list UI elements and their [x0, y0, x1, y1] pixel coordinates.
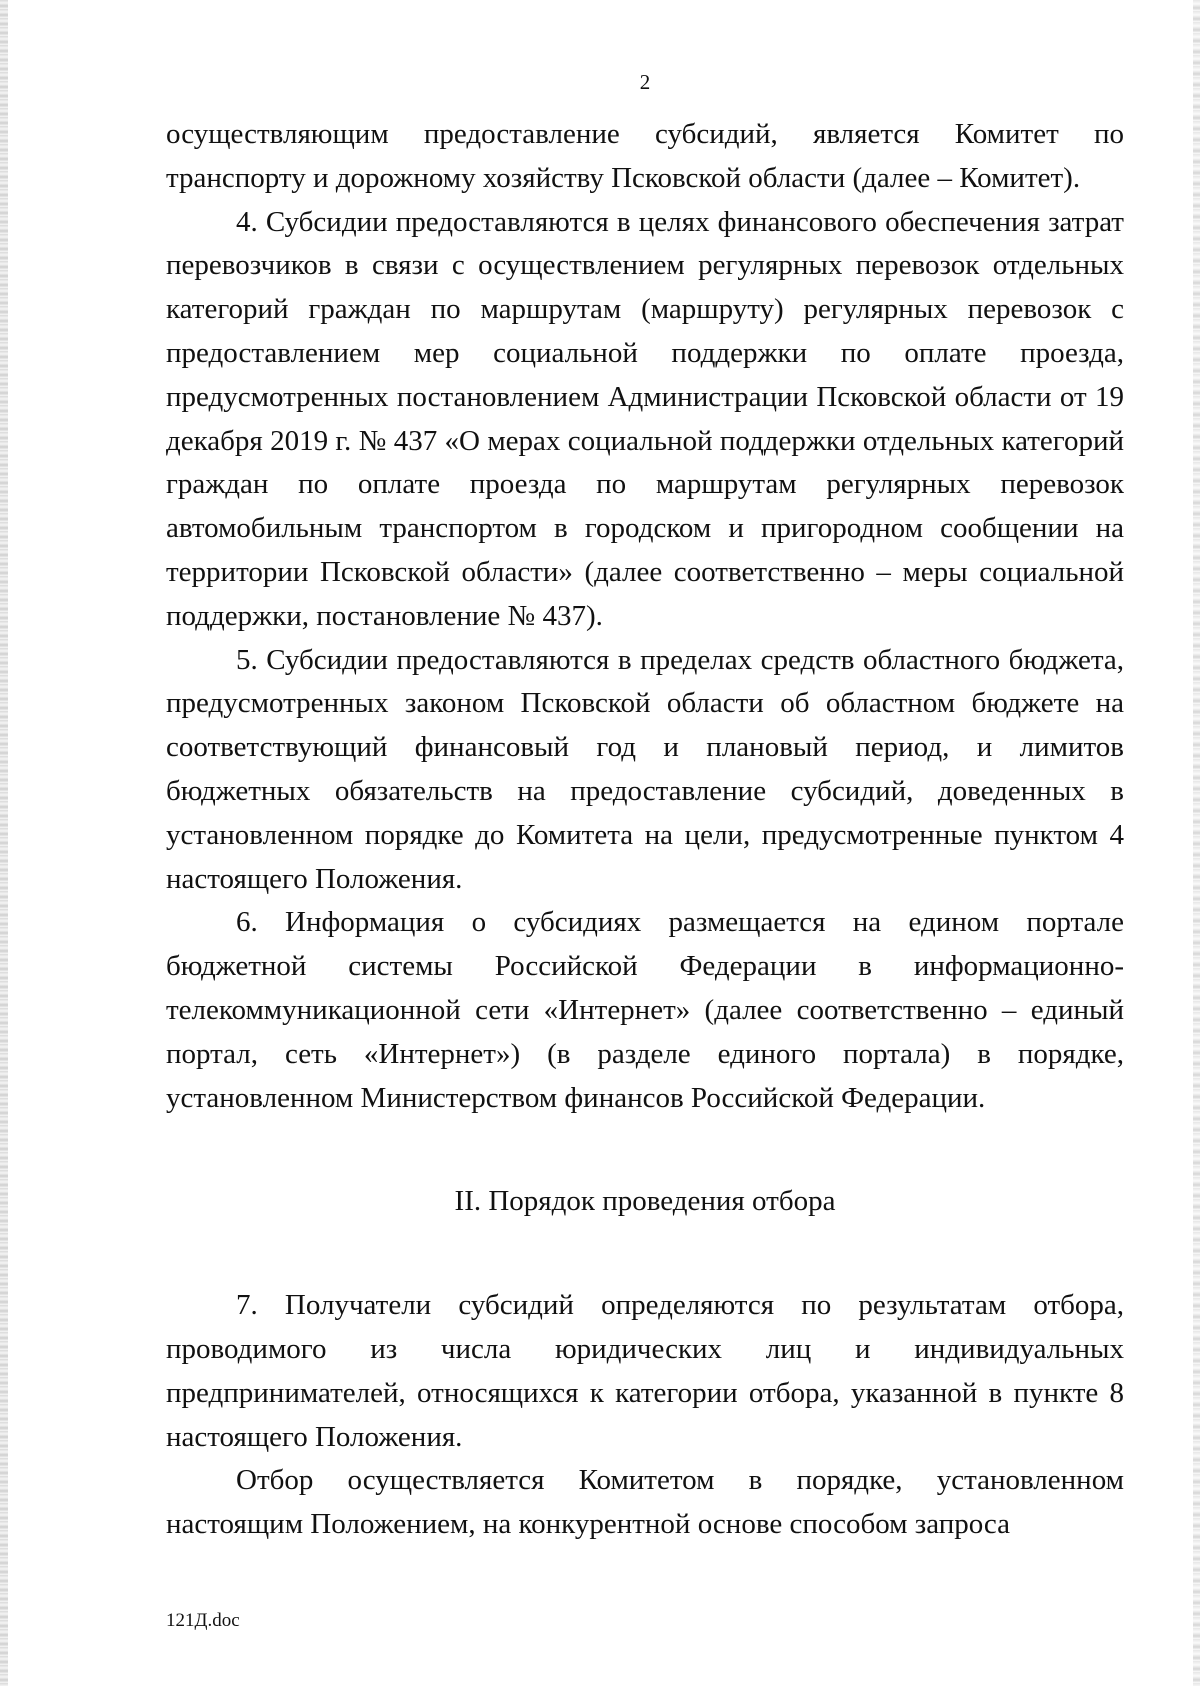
spacer — [166, 1120, 1124, 1150]
paragraph-7: 7. Получатели субсидий определяются по результатам отбора, проводимого из числа юридических лиц и индивидуальных предпринимателей, относящихся к категории отбора, указанной в пункте 8 настоящего Положения. — [166, 1289, 1124, 1453]
paragraph-5: 5. Субсидии предоставляются в пределах средств областного бюджета, предусмотренных законом Псковской области об областном бюджете на соответствующий финансовый год и плановый период, и лимитов бюджетных обязательств на предоставление субсидий, доведенных в установленном порядке до Комитета на цели, предусмотренные пунктом 4 настоящего Положения. — [166, 643, 1124, 895]
scan-edge-left — [0, 0, 8, 1686]
document-body — [166, 113, 1124, 1547]
scan-edge-right — [1193, 0, 1200, 1686]
section-title: II. Порядок проведения отбора — [454, 1185, 836, 1218]
footer-filename: 121Д.doc — [166, 1610, 240, 1631]
paragraph-7-continuation: Отбор осуществляется Комитетом в порядке, установленном настоящим Положением, на конкурентной основе способом запроса — [166, 1464, 1124, 1541]
page-number: 2 — [639, 70, 651, 94]
paragraph-6: 6. Информация о субсидиях размещается на едином портале бюджетной системы Российской Федерации в информационно-телекоммуникационной сети «Интернет» (далее соответственно – единый портал, сеть «Интернет») (в разделе единого портала) в порядке, установленном Министерством финансов Российской Федерации. — [166, 906, 1124, 1114]
paragraph-continuation: осуществляющим предоставление субсидий, является Комитет по транспорту и дорожному хозяйству Псковской области (далее – Комитет). — [166, 118, 1124, 194]
paragraph-4: 4. Субсидии предоставляются в целях финансового обеспечения затрат перевозчиков в связи с осуществлением регулярных перевозок отдельных категорий граждан по маршрутам (маршруту) регулярных перевозок с предоставлением мер социальной поддержки по оплате проезда, предусмотренных постановлением Администрации Псковской области от 19 декабря 2019 г. № 437 «О мерах социальной поддержки отдельных категорий граждан по оплате проезда по маршрутам регулярных перевозок автомобильным транспортом в городском и пригородном сообщении на территории Псковской области» (далее соответственно – меры социальной поддержки, постановление № 437). — [166, 205, 1124, 632]
